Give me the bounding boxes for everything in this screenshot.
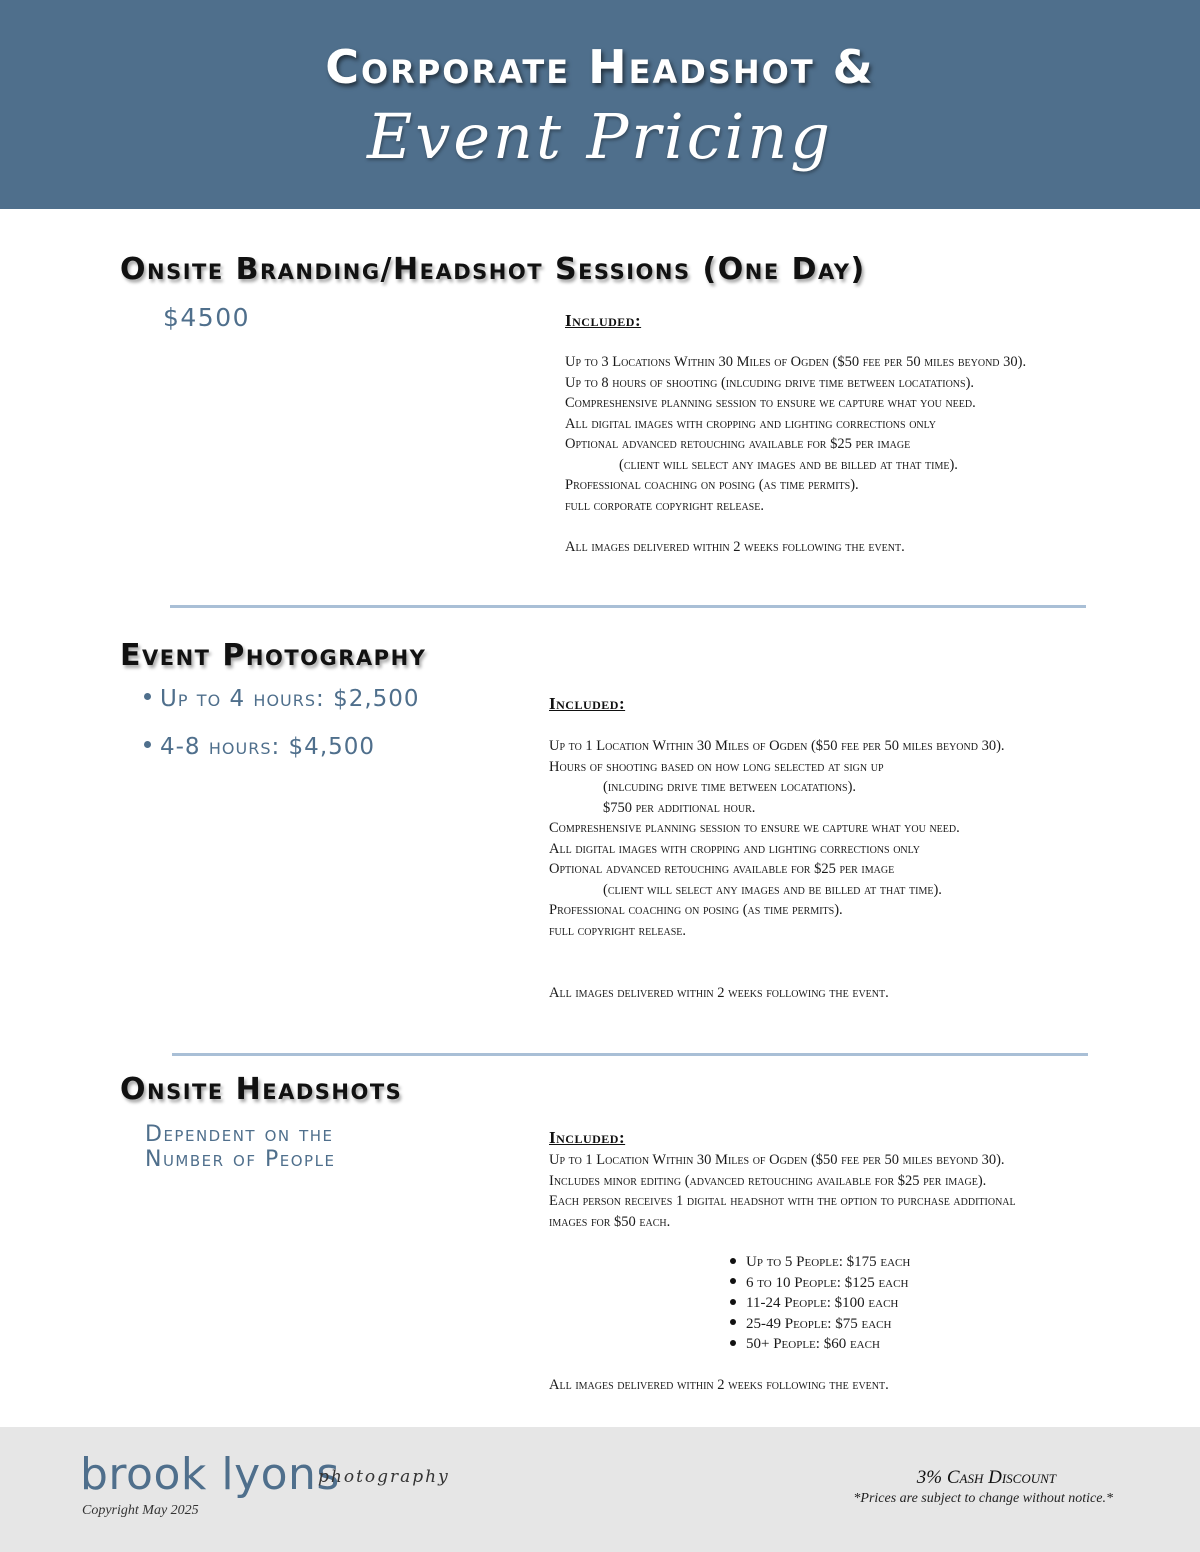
people-price-label: 6 to 10 People: $125 each: [746, 1274, 909, 1291]
price-event-long-label: 4-8 hours: $4,500: [160, 734, 376, 760]
header-banner: [0, 0, 1200, 209]
disclaimer-text: *Prices are subject to change without notice.*: [853, 1491, 1113, 1506]
detail-line: Up to 1 Location Within 30 Miles of Ogden ($50 fee per 50 miles beyond 30).: [549, 738, 1005, 754]
detail-line: Includes minor editing (advanced retouching available for $25 per image).: [549, 1172, 987, 1189]
copyright-text: Copyright May 2025: [82, 1503, 199, 1518]
cash-discount-text: 3% Cash Discount: [916, 1467, 1056, 1488]
detail-line: Professional coaching on posing (as time permits).: [549, 902, 843, 918]
price-event-short-label: Up to 4 hours: $2,500: [160, 686, 420, 712]
price-headshots: [145, 1122, 335, 1172]
detail-line: (client will select any images and be billed at that time).: [603, 881, 942, 898]
bullet-icon: [730, 1278, 736, 1284]
section-title-branding: Onsite Branding/Headshot Sessions (One Day): [120, 252, 866, 287]
detail-line: Compreshensive planning session to ensure we capture what you need.: [565, 395, 976, 411]
detail-line: images for $50 each.: [549, 1213, 671, 1230]
footer: [0, 1427, 1200, 1552]
details-headshots: [549, 1150, 1016, 1232]
detail-line: Hours of shooting based on how long selected at sign up: [549, 758, 884, 775]
bullet-icon: [730, 1340, 736, 1346]
page-title: Corporate Headshot &: [325, 40, 875, 94]
bullet-icon: [730, 1299, 736, 1305]
section-title-event: Event Photography: [120, 638, 427, 673]
detail-line: Up to 8 hours of shooting (inlcuding drive time between locatations).: [565, 374, 975, 391]
included-label-branding: Included:: [565, 311, 642, 330]
section-divider: [170, 605, 1086, 608]
detail-line: Compreshensive planning session to ensure we capture what you need.: [549, 820, 960, 836]
section-title-headshots: Onsite Headshots: [120, 1072, 403, 1107]
price-headshots-line2: Number of People: [145, 1147, 336, 1172]
bullet-icon: [730, 1319, 736, 1325]
list-item: [730, 1273, 910, 1294]
detail-line: Up to 1 Location Within 30 Miles of Ogden ($50 fee per 50 miles beyond 30).: [549, 1152, 1005, 1168]
detail-line: Up to 3 Locations Within 30 Miles of Ogden ($50 fee per 50 miles beyond 30).: [565, 354, 1027, 370]
included-label-event: Included:: [549, 694, 626, 713]
people-pricing-list: [730, 1252, 910, 1355]
bullet-icon: [730, 1258, 736, 1264]
list-item: [730, 1314, 910, 1335]
detail-line: All digital images with cropping and lighting corrections only: [565, 415, 936, 432]
page-subtitle-script: Event Pricing: [367, 100, 833, 173]
price-branding: $4500: [163, 303, 251, 332]
delivery-note: All images delivered within 2 weeks following the event.: [549, 1377, 889, 1393]
detail-line: Each person receives 1 digital headshot with the option to purchase additional: [549, 1193, 1016, 1209]
details-branding: [565, 352, 1026, 516]
people-price-label: 25-49 People: $75 each: [746, 1315, 892, 1332]
list-item: [730, 1334, 910, 1355]
list-item: [730, 1293, 910, 1314]
detail-line: Optional advanced retouching available for $25 per image: [565, 436, 911, 452]
price-event-short: [144, 686, 420, 712]
detail-line: $750 per additional hour.: [603, 799, 756, 816]
bullet-icon: [144, 693, 151, 700]
people-price-label: Up to 5 People: $175 each: [746, 1254, 911, 1270]
detail-line: (client will select any images and be billed at that time).: [619, 456, 958, 473]
price-event-long: [144, 734, 375, 760]
delivery-branding: [565, 537, 905, 558]
list-item: [730, 1252, 910, 1273]
detail-line: full corporate copyright release.: [565, 497, 764, 514]
included-label-headshots: Included:: [549, 1128, 626, 1147]
brand-logo-sub: photography: [318, 1467, 450, 1487]
detail-line: Professional coaching on posing (as time permits).: [565, 477, 859, 493]
delivery-note: All images delivered within 2 weeks following the event.: [565, 539, 905, 555]
bullet-icon: [144, 741, 151, 748]
delivery-headshots: [549, 1375, 889, 1396]
brand-logo-name: brook lyons: [80, 1449, 340, 1500]
detail-line: All digital images with cropping and lighting corrections only: [549, 840, 920, 857]
people-price-label: 11-24 People: $100 each: [746, 1295, 899, 1311]
detail-line: (inlcuding drive time between locatations).: [603, 779, 857, 795]
price-headshots-line1: Dependent on the: [145, 1122, 334, 1147]
detail-line: full copyright release.: [549, 922, 686, 939]
people-price-label: 50+ People: $60 each: [746, 1336, 880, 1352]
detail-line: Optional advanced retouching available for $25 per image: [549, 861, 895, 877]
details-event: [549, 736, 1005, 941]
delivery-event: [549, 983, 889, 1004]
section-divider: [172, 1053, 1088, 1056]
delivery-note: All images delivered within 2 weeks following the event.: [549, 985, 889, 1001]
